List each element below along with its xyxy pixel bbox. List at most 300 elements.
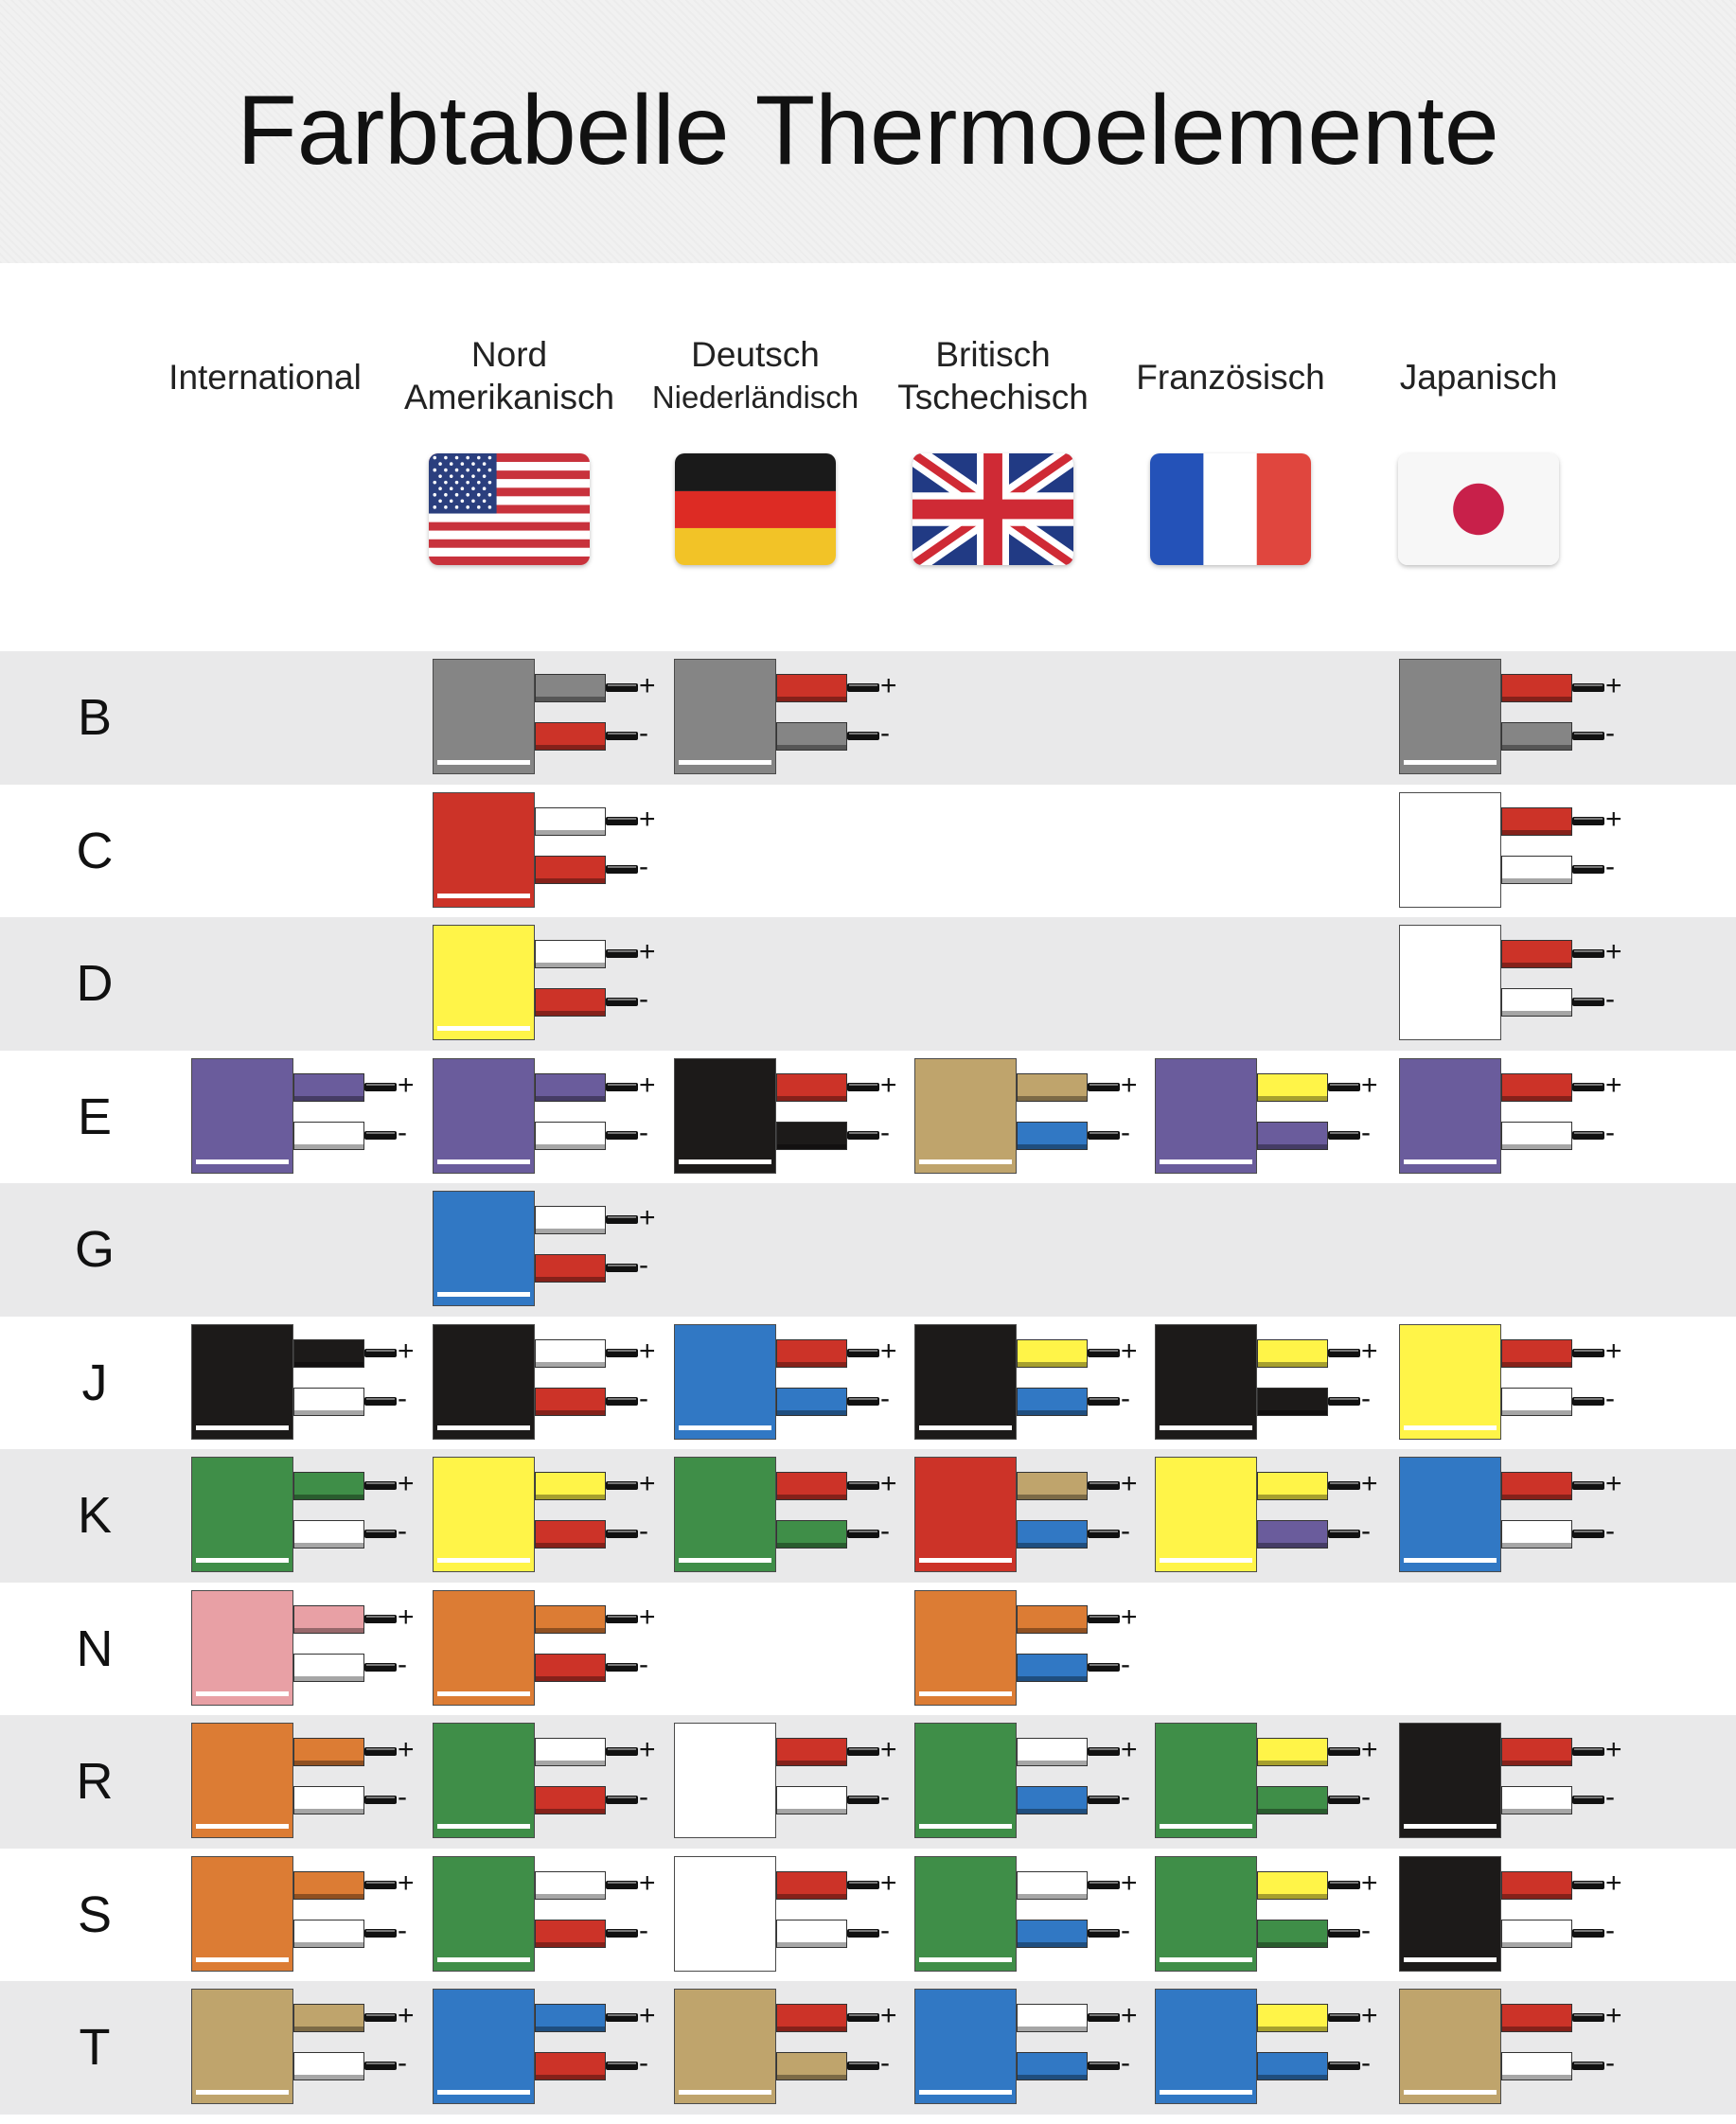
connector-r-deutsch-niederlaendisch [674,1723,920,1842]
minus-wire [1017,1654,1088,1682]
page-title: Farbtabelle Thermoelemente [237,76,1499,186]
connector-stripe [196,1159,289,1164]
plus-pin [364,1083,397,1091]
row-label-type-b: B [77,689,113,746]
connector-k-nord-amerikanisch [433,1457,679,1576]
connector-k-britisch-tschechisch [914,1457,1160,1576]
minus-pin [1328,1796,1360,1804]
minus-pin [606,1131,638,1140]
minus-pin [606,865,638,874]
plus-pin [1328,2013,1360,2022]
connector-stripe [437,1957,530,1962]
column-header-line1: Deutsch [691,335,820,374]
plus-pin [606,1083,638,1091]
minus-sign: - [880,1781,890,1813]
plus-pin [847,683,879,692]
minus-wire [1501,856,1572,884]
connector-j-franzoesisch [1155,1324,1401,1443]
connector-b-deutsch-niederlaendisch [674,659,920,778]
plus-sign: + [398,1468,415,1499]
column-header-britisch-tschechisch [865,333,1121,418]
connector-body [1399,925,1501,1040]
plus-sign: + [398,1734,415,1765]
connector-stripe [1404,1824,1497,1829]
plus-wire [535,1073,606,1102]
minus-sign: - [1361,1383,1371,1414]
minus-wire [1257,2052,1328,2080]
connector-stripe [196,1558,289,1563]
plus-wire [1017,1339,1088,1368]
plus-pin [364,1615,397,1623]
minus-sign: - [1121,1383,1130,1414]
plus-sign: + [1605,936,1622,967]
connector-d-japanisch [1399,925,1645,1044]
plus-wire [293,1339,364,1368]
connector-stripe [919,1957,1012,1962]
plus-wire [1501,940,1572,968]
connector-body [1399,1324,1501,1440]
connector-s-international [191,1856,437,1975]
minus-sign: - [639,1383,648,1414]
minus-pin [606,2062,638,2070]
minus-sign: - [1361,1515,1371,1547]
plus-pin [1088,1615,1120,1623]
connector-t-britisch-tschechisch [914,1989,1160,2108]
plus-wire [1257,1073,1328,1102]
minus-wire [535,1388,606,1416]
minus-wire [776,2052,847,2080]
connector-stripe [437,1159,530,1164]
plus-sign: + [1605,1070,1622,1101]
plus-wire [293,1073,364,1102]
plus-pin [364,1349,397,1357]
plus-pin [1572,817,1604,825]
uk-flag-icon [912,453,1073,565]
plus-pin [1088,1349,1120,1357]
minus-sign: - [639,1515,648,1547]
plus-pin [847,1481,879,1490]
plus-pin [606,949,638,958]
minus-wire [535,1654,606,1682]
minus-wire [293,1654,364,1682]
plus-sign: + [880,1867,897,1899]
connector-stripe [1404,1026,1497,1031]
connector-n-nord-amerikanisch [433,1590,679,1709]
table-row [0,1849,1736,1981]
plus-pin [606,2013,638,2022]
plus-sign: + [398,1070,415,1101]
connector-b-japanisch [1399,659,1645,778]
minus-pin [1328,1397,1360,1406]
minus-pin [847,732,879,740]
minus-wire [1017,1920,1088,1948]
plus-wire [1501,1738,1572,1766]
plus-wire [1257,1738,1328,1766]
plus-wire [1017,1871,1088,1900]
minus-sign: - [1605,851,1615,882]
plus-wire [535,807,606,836]
minus-wire [1501,1520,1572,1549]
connector-body [433,1457,535,1572]
connector-e-nord-amerikanisch [433,1058,679,1177]
connector-e-deutsch-niederlaendisch [674,1058,920,1177]
minus-wire [1257,1786,1328,1814]
plus-pin [1572,1881,1604,1889]
column-header-line1: Britisch [935,335,1051,374]
minus-pin [364,1131,397,1140]
connector-stripe [1160,1824,1252,1829]
minus-pin [364,2062,397,2070]
plus-sign: + [1605,1734,1622,1765]
connector-c-japanisch [1399,792,1645,912]
column-header-line2: Niederländisch [651,380,859,415]
plus-wire [776,1871,847,1900]
plus-pin [606,817,638,825]
minus-wire [1501,1786,1572,1814]
column-header-line1: Nord [470,335,548,374]
plus-sign: + [1121,1602,1138,1633]
connector-s-britisch-tschechisch [914,1856,1160,1975]
plus-wire [1017,1073,1088,1102]
connector-stripe [437,1558,530,1563]
minus-pin [1088,1131,1120,1140]
plus-pin [1572,2013,1604,2022]
plus-pin [1572,1083,1604,1091]
minus-wire [1501,1122,1572,1150]
plus-sign: + [880,1734,897,1765]
table-row [0,1051,1736,1183]
connector-stripe [1404,760,1497,765]
plus-pin [1328,1349,1360,1357]
connector-body [433,1989,535,2104]
row-label-type-t: T [79,2019,111,2076]
plus-sign: + [1605,670,1622,701]
plus-sign: + [880,670,897,701]
plus-pin [1572,1481,1604,1490]
minus-pin [1088,2062,1120,2070]
plus-pin [847,1881,879,1889]
plus-sign: + [1605,804,1622,835]
plus-wire [776,2004,847,2032]
plus-sign: + [1121,2000,1138,2031]
connector-e-britisch-tschechisch [914,1058,1160,1177]
plus-sign: + [1121,1468,1138,1499]
connector-body [1399,1723,1501,1838]
connector-body [1155,1723,1257,1838]
plus-pin [1328,1747,1360,1756]
connector-stripe [437,2090,530,2095]
plus-pin [1088,1083,1120,1091]
minus-sign: - [1361,2047,1371,2079]
plus-wire [535,2004,606,2032]
plus-sign: + [639,1468,656,1499]
column-header-line1: Französisch [1136,358,1325,397]
connector-stripe [1404,1558,1497,1563]
plus-pin [364,1747,397,1756]
plus-sign: + [639,1336,656,1367]
minus-wire [293,1786,364,1814]
plus-sign: + [880,1468,897,1499]
table-row [0,1981,1736,2115]
minus-sign: - [398,1781,407,1813]
connector-r-franzoesisch [1155,1723,1401,1842]
plus-sign: + [639,804,656,835]
connector-stripe [1404,1957,1497,1962]
plus-wire [1501,1871,1572,1900]
minus-sign: - [880,717,890,749]
plus-wire [535,674,606,702]
row-label-type-d: D [76,955,114,1012]
connector-stripe [679,2090,771,2095]
minus-pin [364,1796,397,1804]
plus-pin [606,1881,638,1889]
minus-pin [606,1796,638,1804]
connector-g-nord-amerikanisch [433,1191,679,1310]
connector-stripe [196,1691,289,1696]
plus-pin [1328,1481,1360,1490]
plus-sign: + [1605,1867,1622,1899]
minus-sign: - [1121,1781,1130,1813]
minus-pin [364,1530,397,1538]
plus-sign: + [639,670,656,701]
minus-wire [1017,1388,1088,1416]
minus-sign: - [1361,1781,1371,1813]
minus-wire [1017,2052,1088,2080]
minus-pin [606,1663,638,1672]
connector-k-japanisch [1399,1457,1645,1576]
connector-d-nord-amerikanisch [433,925,679,1044]
connector-t-international [191,1989,437,2108]
plus-wire [776,674,847,702]
minus-sign: - [639,1781,648,1813]
minus-wire [776,1388,847,1416]
plus-wire [535,1472,606,1500]
minus-pin [847,2062,879,2070]
minus-pin [1328,2062,1360,2070]
connector-j-deutsch-niederlaendisch [674,1324,920,1443]
column-header-line1: International [168,358,362,397]
minus-wire [293,1388,364,1416]
minus-sign: - [1121,1515,1130,1547]
minus-pin [1572,732,1604,740]
column-header-deutsch-niederlaendisch [628,333,883,418]
connector-stripe [437,894,530,898]
minus-wire [776,1520,847,1549]
minus-pin [1328,1131,1360,1140]
connector-body [433,659,535,774]
connector-stripe [679,1425,771,1430]
minus-pin [364,1663,397,1672]
plus-wire [1501,1339,1572,1368]
minus-sign: - [1605,1515,1615,1547]
minus-pin [606,1397,638,1406]
minus-wire [1257,1122,1328,1150]
plus-wire [535,1605,606,1634]
minus-sign: - [639,851,648,882]
minus-wire [293,1920,364,1948]
minus-wire [1501,1920,1572,1948]
minus-wire [776,1122,847,1150]
plus-sign: + [1605,1468,1622,1499]
plus-wire [776,1472,847,1500]
connector-body [1399,1058,1501,1174]
connector-body [1155,1989,1257,2104]
minus-wire [1017,1122,1088,1150]
minus-wire [535,988,606,1017]
column-header-nord-amerikanisch [381,333,637,418]
minus-sign: - [639,1649,648,1680]
connector-body [914,1856,1017,1972]
minus-pin [1088,1530,1120,1538]
connector-stripe [919,1824,1012,1829]
connector-s-deutsch-niederlaendisch [674,1856,920,1975]
connector-j-international [191,1324,437,1443]
connector-t-deutsch-niederlaendisch [674,1989,920,2108]
connector-body [433,925,535,1040]
table-row [0,1715,1736,1849]
connector-body [433,792,535,908]
plus-sign: + [1361,1070,1378,1101]
minus-pin [1088,1663,1120,1672]
plus-sign: + [1121,1070,1138,1101]
plus-pin [364,1881,397,1889]
table-row [0,1317,1736,1449]
connector-r-japanisch [1399,1723,1645,1842]
plus-pin [606,1215,638,1224]
plus-sign: + [880,1070,897,1101]
connector-body [914,1989,1017,2104]
plus-sign: + [639,1734,656,1765]
minus-pin [847,1796,879,1804]
minus-wire [1257,1920,1328,1948]
connector-stripe [437,1292,530,1297]
connector-stripe [1160,1159,1252,1164]
connector-stripe [196,1824,289,1829]
plus-sign: + [1361,1468,1378,1499]
connector-e-franzoesisch [1155,1058,1401,1177]
connector-e-japanisch [1399,1058,1645,1177]
minus-pin [364,1929,397,1938]
connector-body [191,1457,293,1572]
minus-sign: - [639,1117,648,1148]
minus-wire [535,1786,606,1814]
connector-stripe [679,1824,771,1829]
plus-pin [1328,1083,1360,1091]
minus-wire [776,1786,847,1814]
minus-pin [1088,1796,1120,1804]
connector-body [674,1457,776,1572]
connector-body [191,1989,293,2104]
connector-stripe [437,1824,530,1829]
minus-sign: - [880,2047,890,2079]
minus-pin [1572,998,1604,1006]
row-label-type-n: N [76,1620,114,1677]
plus-pin [847,2013,879,2022]
connector-e-international [191,1058,437,1177]
plus-sign: + [398,1867,415,1899]
connector-r-international [191,1723,437,1842]
connector-n-britisch-tschechisch [914,1590,1160,1709]
minus-sign: - [1605,717,1615,749]
connector-body [1155,1058,1257,1174]
minus-wire [535,722,606,751]
connector-stripe [679,1558,771,1563]
plus-pin [1088,1481,1120,1490]
minus-wire [1501,2052,1572,2080]
minus-sign: - [639,1249,648,1281]
plus-wire [535,1871,606,1900]
connector-j-nord-amerikanisch [433,1324,679,1443]
connector-stripe [437,1691,530,1696]
row-label-type-j: J [81,1354,108,1411]
minus-sign: - [1605,1915,1615,1946]
minus-pin [1572,1397,1604,1406]
minus-sign: - [1605,1117,1615,1148]
plus-sign: + [398,1602,415,1633]
plus-pin [847,1083,879,1091]
minus-pin [606,998,638,1006]
connector-body [433,1856,535,1972]
connector-t-japanisch [1399,1989,1645,2108]
connector-k-deutsch-niederlaendisch [674,1457,920,1576]
plus-sign: + [639,936,656,967]
minus-sign: - [398,1515,407,1547]
plus-wire [1017,1605,1088,1634]
connector-body [914,1324,1017,1440]
connector-stripe [1160,2090,1252,2095]
connector-j-britisch-tschechisch [914,1324,1160,1443]
minus-sign: - [880,1915,890,1946]
plus-wire [535,1206,606,1234]
connector-s-nord-amerikanisch [433,1856,679,1975]
connector-body [1399,1457,1501,1572]
plus-sign: + [880,2000,897,2031]
plus-pin [606,1747,638,1756]
plus-sign: + [639,1202,656,1233]
column-header-line2: Tschechisch [897,378,1089,416]
connector-body [191,1723,293,1838]
minus-pin [847,1929,879,1938]
minus-sign: - [398,1117,407,1148]
minus-sign: - [398,1649,407,1680]
connector-stripe [1404,2090,1497,2095]
connector-stripe [196,2090,289,2095]
column-header-line1: Japanisch [1399,358,1558,397]
minus-sign: - [1361,1117,1371,1148]
minus-wire [535,1122,606,1150]
connector-stripe [919,1558,1012,1563]
connector-body [191,1324,293,1440]
connector-body [1399,1989,1501,2104]
minus-wire [535,1520,606,1549]
minus-sign: - [1605,983,1615,1015]
connector-body [674,1856,776,1972]
minus-sign: - [398,1915,407,1946]
plus-wire [535,1738,606,1766]
minus-pin [606,1929,638,1938]
connector-stripe [1404,894,1497,898]
table-row [0,785,1736,917]
plus-wire [293,1605,364,1634]
plus-wire [535,1339,606,1368]
minus-sign: - [1605,2047,1615,2079]
plus-pin [606,1481,638,1490]
table-row [0,1583,1736,1715]
plus-pin [1572,1349,1604,1357]
plus-pin [364,2013,397,2022]
plus-sign: + [1361,1336,1378,1367]
plus-wire [1017,1472,1088,1500]
